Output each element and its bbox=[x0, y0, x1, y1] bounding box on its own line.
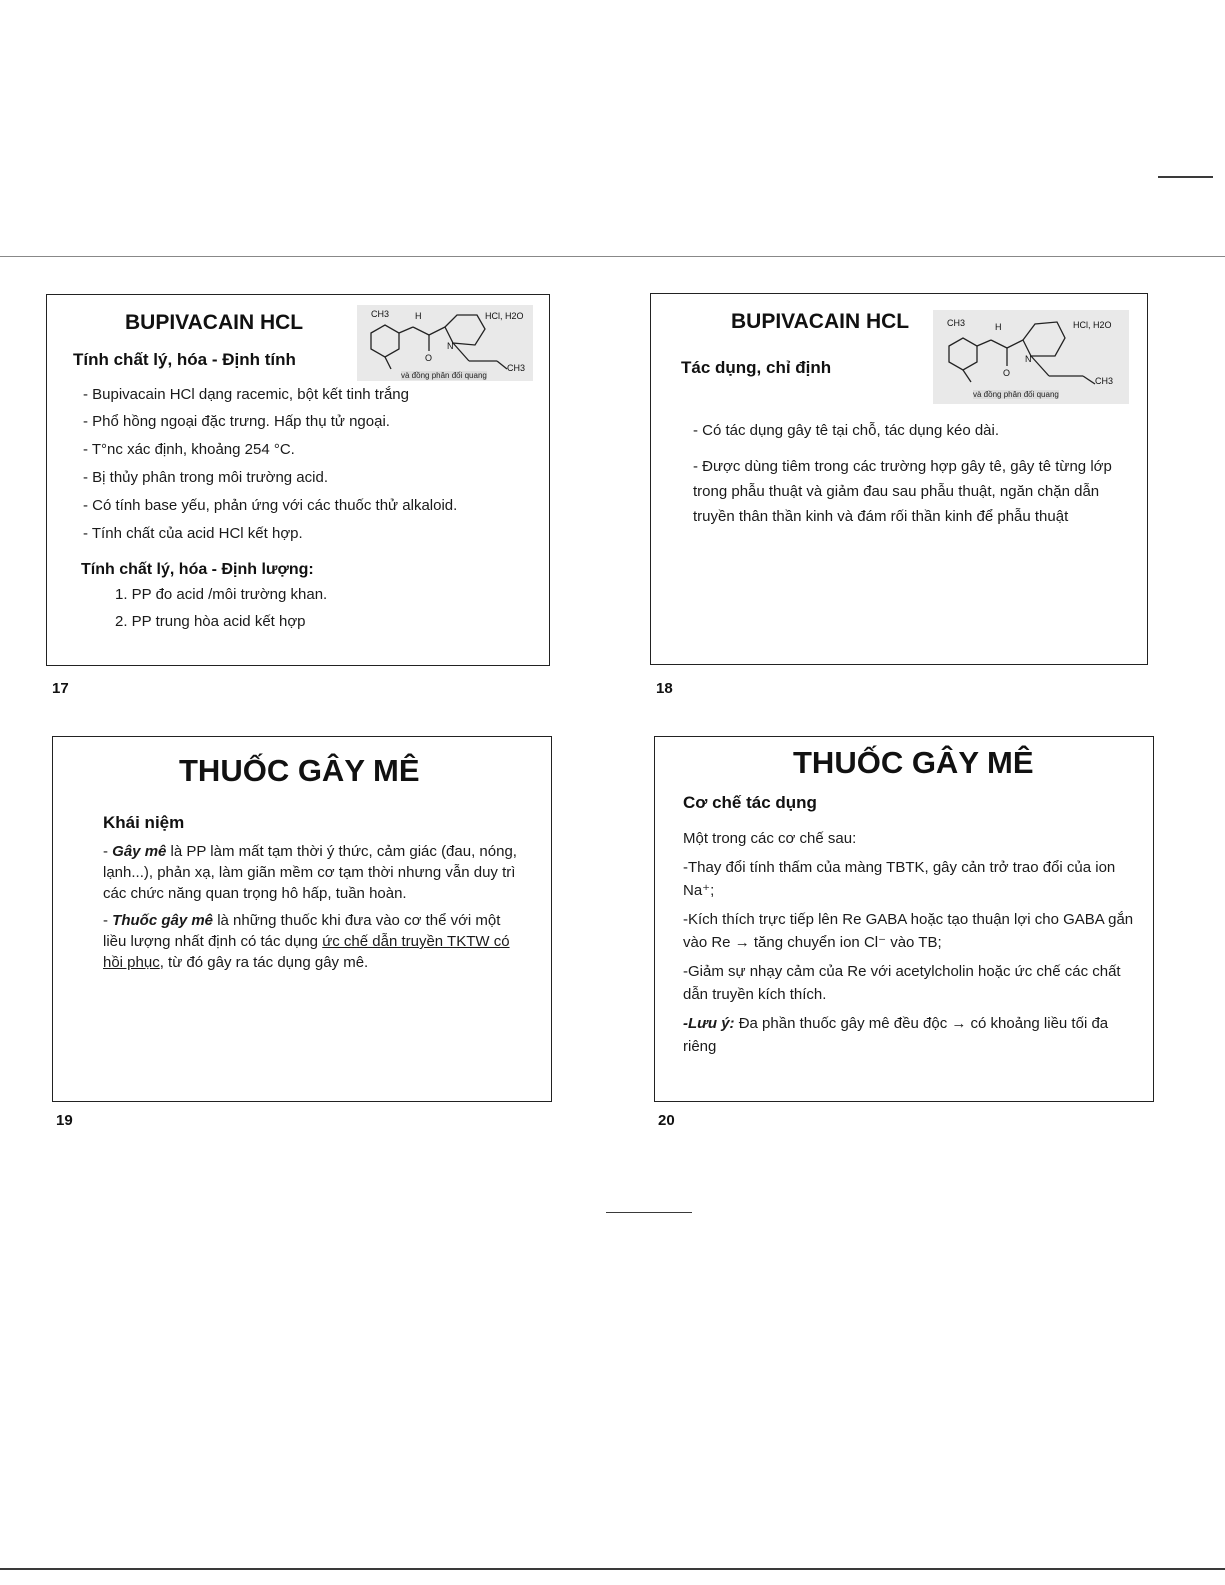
structure-label-ch3-b: CH3 bbox=[1095, 376, 1114, 386]
bullet-line: - Bupivacain HCl dạng racemic, bột kết tinh trắng bbox=[83, 386, 409, 403]
slide-17 bbox=[46, 294, 550, 666]
term-thuoc-gay-me: Thuốc gây mê bbox=[112, 912, 214, 929]
term-gay-me: Gây mê bbox=[112, 843, 167, 860]
bullet-line: - Tính chất của acid HCl kết hợp. bbox=[83, 525, 303, 542]
definition-text: là những thuốc khi đưa vào cơ thể với một liều lượng nhất định có tác dụng bbox=[103, 912, 501, 950]
scan-rule-top bbox=[0, 256, 1225, 257]
method-line: 2. PP trung hòa acid kết hợp bbox=[115, 613, 306, 630]
slide-subtitle: Tác dụng, chỉ định bbox=[681, 358, 832, 377]
definition-text: là PP làm mất tạm thời ý thức, cảm giác (đau, nóng, lạnh...), phản xạ, làm giãn mềm cơ tạm thời nhưng vẫn duy trì các chức năng quan trọng hô hấp, tuần hoàn. bbox=[103, 843, 517, 902]
structure-label-o: O bbox=[425, 353, 433, 363]
structure-label-n: N bbox=[1025, 354, 1032, 364]
structure-label-hcl: HCl, H2O bbox=[485, 311, 524, 321]
mechanism-item: -Kích thích trực tiếp lên Re GABA hoặc tạo thuận lợi cho GABA gắn vào Re → tăng chuyển ion Cl⁻ vào TB; bbox=[683, 911, 1134, 951]
bullet-line: - Bị thủy phân trong môi trường acid. bbox=[83, 469, 328, 486]
structure-label-h: H bbox=[995, 322, 1002, 332]
slide-number: 18 bbox=[656, 680, 673, 697]
structure-label-h: H bbox=[415, 311, 422, 321]
structure-label-hcl: HCl, H2O bbox=[1073, 320, 1112, 330]
slide-18 bbox=[650, 293, 1148, 665]
slide-subtitle: Tính chất lý, hóa - Định tính bbox=[73, 350, 296, 369]
note-label: -Lưu ý: bbox=[683, 1015, 735, 1032]
note-text: Đa phần thuốc gây mê đều độc → có khoảng liều tối đa riêng bbox=[683, 1015, 1109, 1055]
slide-19 bbox=[52, 736, 552, 1102]
mechanism-list bbox=[683, 827, 1145, 1064]
underlined-phrase: ức chế dẫn truyền TKTW có hồi phục bbox=[103, 933, 510, 971]
bupivacaine-structure-image bbox=[933, 310, 1129, 404]
scan-rule-top-right bbox=[1158, 176, 1213, 178]
bullet-line: - T°nc xác định, khoảng 254 °C. bbox=[83, 441, 295, 458]
slide-subtitle: Cơ chế tác dụng bbox=[683, 793, 817, 812]
mechanism-item: -Giảm sự nhạy cảm của Re với acetylcholin hoặc ức chế các chất dẫn truyền kích thích. bbox=[683, 963, 1121, 1003]
structure-label-o: O bbox=[1003, 368, 1011, 378]
mechanism-item: -Thay đổi tính thấm của màng TBTK, gây cản trở trao đổi của ion Na⁺; bbox=[683, 859, 1116, 899]
slide-subtitle-2: Tính chất lý, hóa - Định lượng: bbox=[81, 561, 314, 578]
bullet-line: - Phổ hồng ngoại đặc trưng. Hấp thụ tử ngoại. bbox=[83, 413, 390, 430]
slide-20 bbox=[654, 736, 1154, 1102]
method-line: 1. PP đo acid /môi trường khan. bbox=[115, 586, 328, 603]
slide-subtitle: Khái niệm bbox=[103, 813, 185, 832]
slide-title: BUPIVACAIN HCL bbox=[731, 310, 910, 333]
scan-rule-bottom bbox=[606, 1212, 692, 1213]
slide-title: THUỐC GÂY MÊ bbox=[179, 753, 420, 788]
definition-tail: , từ đó gây ra tác dụng gây mê. bbox=[159, 954, 369, 971]
bullet-line: - Có tính base yếu, phản ứng với các thuốc thử alkaloid. bbox=[83, 497, 458, 514]
slide-title: THUỐC GÂY MÊ bbox=[793, 745, 1034, 780]
structure-label-ch3-b: CH3 bbox=[507, 363, 526, 373]
slide-number: 17 bbox=[52, 680, 69, 697]
structure-label-n: N bbox=[447, 341, 454, 351]
definition-paragraph: - Gây mê là PP làm mất tạm thời ý thức, cảm giác (đau, nóng, lạnh...), phản xạ, làm giãn mềm cơ tạm thời nhưng vẫn duy trì các chức năng quan trọng hô hấp, tuần hoàn. - Thuốc gây mê là những thuốc khi đưa vào cơ thể với một liều lượng nhất định có tác dụng ức chế dẫn truyền TKTW có hồi phục, từ đó gây ra tác dụng gây mê. bbox=[103, 843, 517, 971]
structure-label-ch3: CH3 bbox=[371, 309, 390, 319]
paragraph-line: - Có tác dụng gây tê tại chỗ, tác dụng kéo dài. bbox=[693, 422, 1000, 439]
slide-number: 20 bbox=[658, 1112, 675, 1129]
bupivacaine-structure-image bbox=[357, 305, 533, 381]
structure-caption: và đồng phân đối quang bbox=[401, 371, 487, 380]
slide-number: 19 bbox=[56, 1112, 73, 1129]
scan-rule-base bbox=[0, 1568, 1225, 1570]
intro-line: Một trong các cơ chế sau: bbox=[683, 830, 857, 847]
structure-caption: và đồng phân đối quang bbox=[973, 390, 1059, 399]
slide-title: BUPIVACAIN HCL bbox=[125, 311, 304, 334]
structure-label-ch3: CH3 bbox=[947, 318, 966, 328]
paragraph: - Được dùng tiêm trong các trường hợp gây tê, gây tê từng lớp trong phẫu thuật và giảm đau sau phẫu thuật, ngăn chặn dẫn truyền thân thần kinh và đám rối thần kinh để phẫu thuật bbox=[693, 458, 1112, 525]
